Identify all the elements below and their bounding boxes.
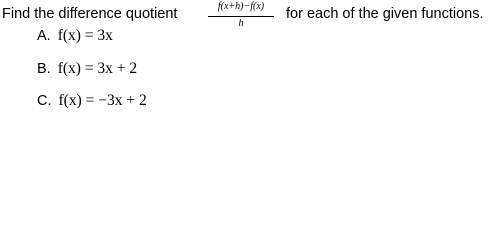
item-expression: f(x) = 3x + 2 (57, 60, 138, 77)
item-letter: A. (37, 28, 51, 44)
fraction-numerator: f(x+h)−f(x) (217, 1, 265, 12)
fraction-bar (208, 16, 274, 17)
item-expression: f(x) = −3x + 2 (58, 92, 147, 109)
fraction-denominator: h (238, 18, 244, 29)
difference-quotient-fraction (205, 1, 277, 31)
item-letter: C. (37, 93, 52, 109)
list-item-b (37, 60, 137, 78)
list-item-a (37, 27, 113, 45)
list-item-c (37, 92, 147, 110)
prompt-tail-text: for each of the given functions. (286, 6, 484, 22)
prompt-lead-text: Find the difference quotient (2, 6, 178, 22)
item-letter: B. (37, 61, 51, 77)
item-expression: f(x) = 3x (57, 27, 113, 44)
